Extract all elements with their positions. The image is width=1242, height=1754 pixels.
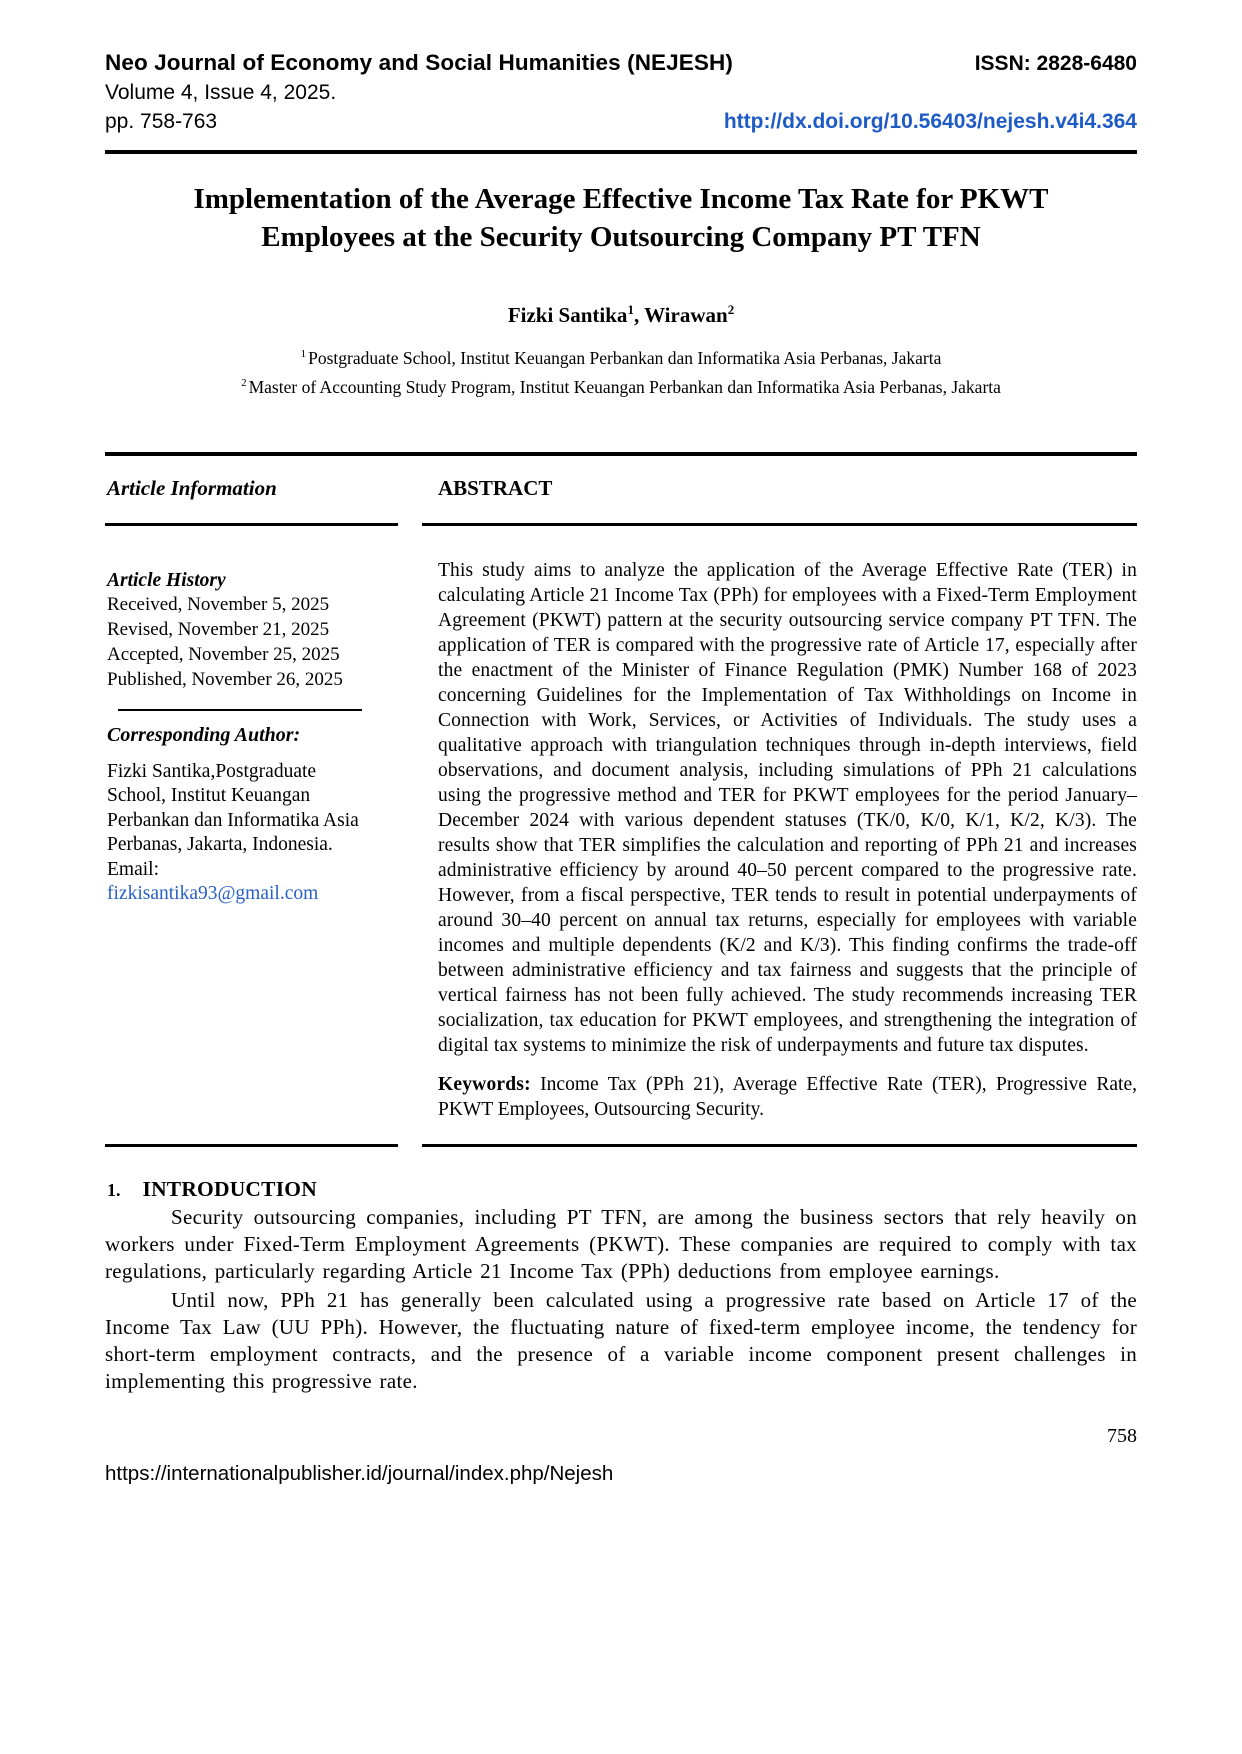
history-revised: Revised, November 21, 2025 bbox=[107, 618, 330, 640]
authors-line bbox=[105, 302, 1137, 328]
introduction-number: 1. bbox=[107, 1179, 121, 1200]
article-information-heading: Article Information bbox=[105, 456, 398, 526]
article-information-column bbox=[105, 456, 398, 1147]
journal-name: Neo Journal of Economy and Social Humanities (NEJESH) bbox=[105, 50, 733, 75]
corresponding-author-text: Fizki Santika,Postgraduate School, Institut Keuangan Perbankan dan Informatika Asia Perbanas, Jakarta, Indonesia. bbox=[107, 760, 359, 856]
volume-issue: Volume 4, Issue 4, 2025. bbox=[105, 81, 337, 104]
affiliation-1 bbox=[105, 342, 1137, 371]
page-number: 758 bbox=[1107, 1424, 1137, 1447]
introduction-paragraph-2: Until now, PPh 21 has generally been calculated using a progressive rate based on Article 17 of the Income Tax Law (UU PPh). However, the fluctuating nature of fixed-term employee income, the tendency for short-term employment contracts, and the presence of a variable income component present challenges in implementing this progressive rate. bbox=[105, 1287, 1137, 1393]
abstract-heading: ABSTRACT bbox=[422, 456, 1137, 526]
introduction-paragraph-1: Security outsourcing companies, including PT TFN, are among the business sectors that rely heavily on workers under Fixed-Term Employment Agreements (PKWT). These companies are required to comply with tax regulations, particularly regarding Article 21 Income Tax (PPh) deductions from employee earnings. bbox=[105, 1204, 1137, 1283]
history-published: Published, November 26, 2025 bbox=[107, 668, 343, 690]
issn: ISSN: 2828-6480 bbox=[974, 52, 1137, 75]
paper-title: Implementation of the Average Effective Income Tax Rate for PKWT Employees at the Security Outsourcing Company PT TFN bbox=[193, 183, 1049, 253]
author-1-sup: 1 bbox=[627, 302, 634, 317]
author-1: Fizki Santika bbox=[507, 303, 628, 327]
keywords-text: Income Tax (PPh 21), Average Effective Rate (TER), Progressive Rate, PKWT Employees, Outsourcing Security. bbox=[438, 1073, 1137, 1120]
page-range: pp. 758-763 bbox=[105, 110, 218, 133]
journal-site-link[interactable]: https://internationalpublisher.id/journal/index.php/Nejesh bbox=[105, 1461, 614, 1485]
affiliation-2-sup: 2 bbox=[241, 376, 247, 389]
abstract-text: This study aims to analyze the application of the Average Effective Rate (TER) in calculating Article 21 Income Tax (PPh) for employees with a Fixed-Term Employment Agreement (PKWT) pattern at the security outsourcing service company PT TFN. The application of TER is compared with the progressive rate of Article 17, especially after the enactment of the Minister of Finance Regulation (PMK) Number 168 of 2023 concerning Guidelines for the Implementation of Tax Withholdings on Income in Connection with Work, Services, or Activities of Individuals. The study uses a qualitative approach with triangulation techniques through in-depth interviews, field observations, and document analysis, including simulations of PPh 21 calculations using the progressive method and TER for PKWT employees for the period January–December 2024 with various dependent statuses (TK/0, K/0, K/1, K/2, K/3). The results show that TER simplifies the calculation and reporting of PPh 21 and increases administrative efficiency by around 40–50 percent compared to the progressive rate. However, from a fiscal perspective, TER tends to result in potential underpayments of around 30–40 percent on annual tax returns, especially for employees with variable incomes and multiple dependents (K/2 and K/3). This finding confirms the trade-off between administrative efficiency and tax fairness and suggests that the principle of vertical fairness has not been fully achieved. The study recommends increasing TER socialization, tax education for PKWT employees, and strengthening the integration of digital tax systems to minimize the risk of underpayments and future tax disputes. bbox=[438, 559, 1137, 1056]
email-label: Email: bbox=[107, 858, 159, 880]
introduction-label: INTRODUCTION bbox=[142, 1176, 317, 1201]
history-author-divider bbox=[118, 709, 362, 711]
author-2: Wirawan bbox=[644, 303, 728, 327]
email-link[interactable]: fizkisantika93@gmail.com bbox=[107, 883, 319, 905]
affiliations bbox=[105, 342, 1137, 400]
affiliation-1-sup: 1 bbox=[300, 348, 307, 360]
author-2-sup: 2 bbox=[727, 302, 735, 317]
journal-header bbox=[105, 50, 1137, 134]
keywords-line bbox=[438, 1072, 1137, 1122]
abstract-column bbox=[422, 456, 1137, 1147]
history-accepted: Accepted, November 25, 2025 bbox=[107, 643, 340, 665]
introduction-heading bbox=[105, 1177, 1137, 1202]
author-separator: , bbox=[633, 303, 645, 327]
affiliation-1-text: Postgraduate School, Institut Keuangan Perbankan dan Informatika Asia Perbanas, Jakarta bbox=[308, 347, 942, 368]
affiliation-2 bbox=[105, 371, 1137, 400]
keywords-label: Keywords: bbox=[438, 1073, 531, 1095]
info-abstract-section bbox=[105, 456, 1137, 1147]
corresponding-author-heading: Corresponding Author: bbox=[107, 723, 301, 746]
affiliation-2-text: Master of Accounting Study Program, Institut Keuangan Perbankan dan Informatika Asia Perbanas, Jakarta bbox=[248, 376, 1001, 397]
column-gap bbox=[398, 456, 422, 1147]
article-history-heading: Article History bbox=[107, 569, 226, 591]
doi-link[interactable]: http://dx.doi.org/10.56403/nejesh.v4i4.364 bbox=[723, 110, 1137, 133]
introduction-section bbox=[105, 1177, 1137, 1395]
header-divider bbox=[105, 150, 1137, 154]
history-received: Received, November 5, 2025 bbox=[107, 593, 330, 615]
